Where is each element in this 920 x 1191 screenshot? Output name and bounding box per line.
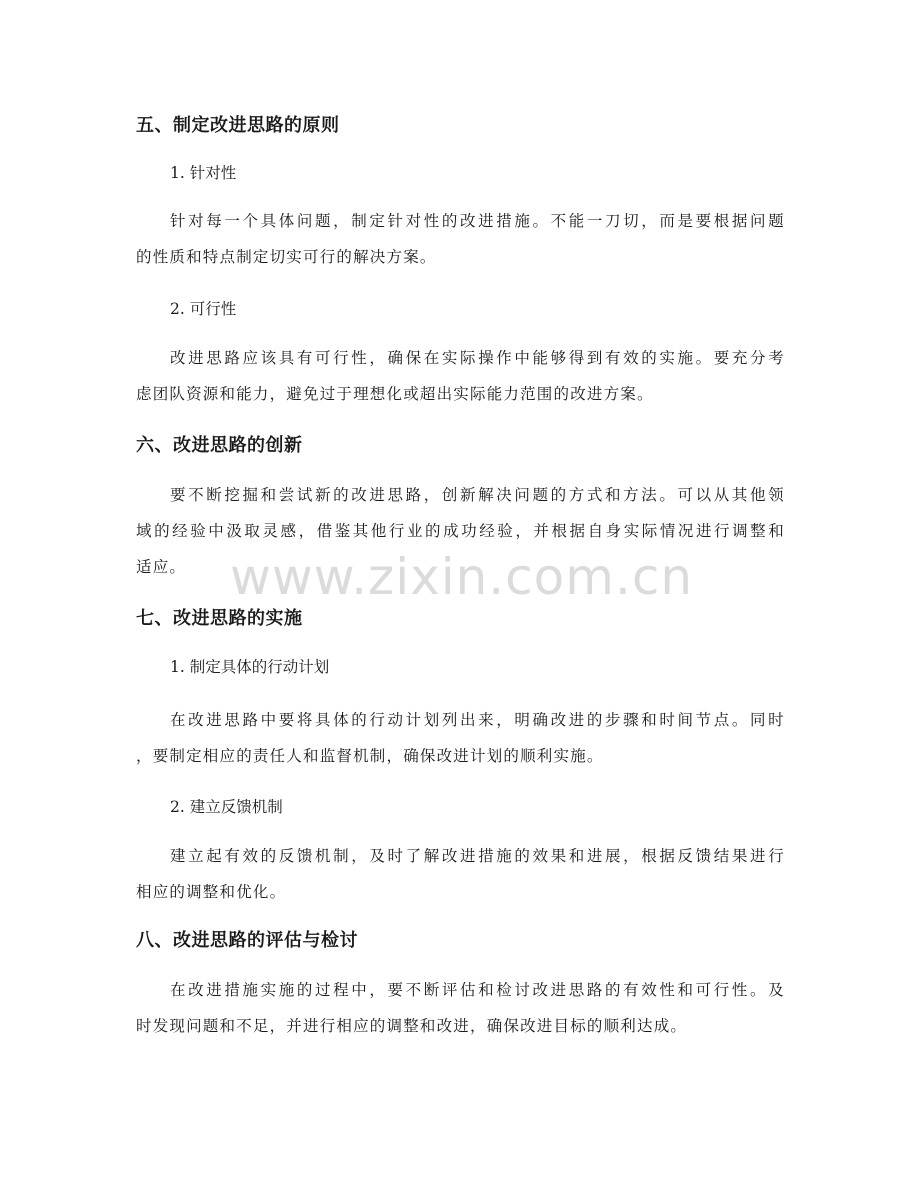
paragraph-line: 在 改 进 思 路 中 要 将 具 体 的 行 动 计 划 列 出 来 ， 明 确 改 进 的 步 骤 和 时 间 节 点 。 同 时	[170, 711, 784, 729]
paragraph-line: 要 不 断 挖 掘 和 尝 试 新 的 改 进 思 路 ， 创 新 解 决 问 题 的 方 式 和 方 法 。 可 以 从 其 他 领	[170, 486, 784, 504]
paragraph-6	[136, 477, 784, 585]
section-heading-8: 八、改进思路的评估与检讨	[136, 930, 358, 951]
paragraph-8	[136, 972, 784, 1044]
subheading-7-1: 1. 制定具体的行动计划	[170, 658, 330, 676]
section-heading-5: 五、制定改进思路的原则	[136, 115, 340, 136]
paragraph-line: 的性质和特点制定切实可行的解决方案。	[136, 248, 437, 266]
paragraph-line: 针 对 每 一 个 具 体 问 题 ， 制 定 针 对 性 的 改 进 措 施 。 不 能 一 刀 切 ， 而 是 要 根 据 问 题	[170, 212, 784, 230]
paragraph-7-1	[136, 702, 784, 774]
paragraph-5-1	[136, 203, 784, 275]
paragraph-line: 时发现问题和不足，并进行相应的调整和改进，确保改进目标的顺利达成。	[136, 1017, 688, 1035]
section-heading-6: 六、改进思路的创新	[136, 435, 303, 456]
paragraph-line: 虑团队资源和能力，避免过于理想化或超出实际能力范围的改进方案。	[136, 385, 654, 403]
paragraph-line: 域 的 经 验 中 汲 取 灵 感 ， 借 鉴 其 他 行 业 的 成 功 经 验 ， 并 根 据 自 身 实 际 情 况 进 行 调 整 和	[136, 522, 784, 540]
paragraph-line: 适应。	[136, 558, 187, 576]
subheading-7-2: 2. 建立反馈机制	[170, 798, 283, 816]
paragraph-line: 建 立 起 有 效 的 反 馈 机 制 ， 及 时 了 解 改 进 措 施 的 效 果 和 进 展 ， 根 据 反 馈 结 果 进 行	[170, 847, 784, 865]
paragraph-line: 在 改 进 措 施 实 施 的 过 程 中 ， 要 不 断 评 估 和 检 讨 改 进 思 路 的 有 效 性 和 可 行 性 。 及	[170, 981, 784, 999]
paragraph-line: ，要制定相应的责任人和监督机制，确保改进计划的顺利实施。	[136, 747, 604, 765]
paragraph-line: 相应的调整和优化。	[136, 883, 287, 901]
watermark: www.zixin.com.cn	[230, 548, 694, 606]
section-heading-7: 七、改进思路的实施	[136, 608, 303, 629]
paragraph-7-2	[136, 838, 784, 910]
paragraph-line: 改 进 思 路 应 该 具 有 可 行 性 ， 确 保 在 实 际 操 作 中 能 够 得 到 有 效 的 实 施 。 要 充 分 考	[170, 349, 784, 367]
subheading-5-2: 2. 可行性	[170, 300, 237, 318]
subheading-5-1: 1. 针对性	[170, 164, 237, 182]
paragraph-5-2	[136, 340, 784, 412]
